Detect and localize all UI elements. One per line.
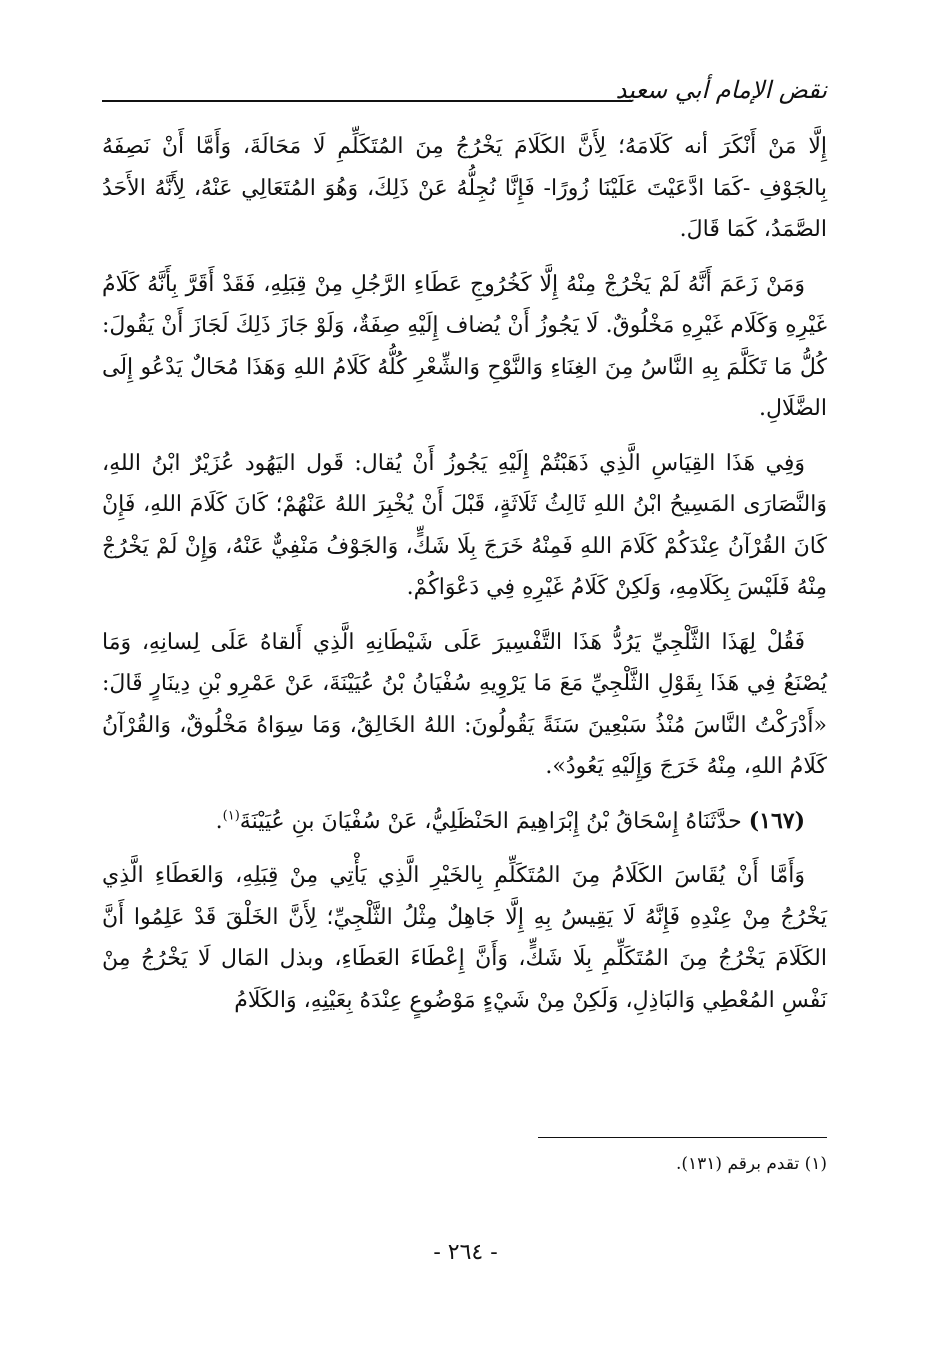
paragraph-3: وَفِي هَذَا القِيَاسِ الَّذِي ذَهَبْتُمْ إِلَيْهِ يَجُوزُ أَنْ يُقال: قَول اليَهُود عُزَيْرٌ ابْنُ اللهِ، وَالنَّصَارَى المَسِيحُ ابْنُ اللهِ ثَالِثُ ثَلَاثَةٍ، قَبْلَ أَنْ يُخْبِرَ اللهُ عَنْهُمْ؛ كَانَ كَلَامَ اللهِ، فَإِنْ كَانَ القُرْآنُ عِنْدَكُمْ كَلَامَ اللهِ فَمِنْهُ خَرَجَ بِلَا شَكٍّ، وَالجَوْفُ مَنْفِيٌّ عَنْهُ، وَإِنْ لَمْ يَخْرُجْ مِنْهُ فَلَيْسَ بِكَلَامِهِ، وَلَكِنْ كَلَامُ غَيْرِهِ فِي دَعْوَاكُمْ. (102, 450, 827, 600)
footnote-reference: (١) (222, 808, 240, 824)
running-header (102, 70, 827, 110)
footnote-rule (538, 1137, 827, 1138)
paragraph-2: وَمَنْ زَعَمَ أَنَّهُ لَمْ يَخْرُجْ مِنْهُ إِلَّا كَخُرُوجِ عَطَاءِ الرَّجُلِ مِنْ قِبَلِهِ، فَقَدْ أَقَرَّ بِأَنَّهُ كَلَامُ غَيْرِهِ وَكَلَام غَيْرِهِ مَخْلُوقٌ. لَا يَجُوزُ أَنْ يُضاف إِلَيْهِ صِفَةٌ، وَلَوْ جَازَ ذَلِكَ لَجَازَ أَنْ يَقُولَ: كُلُّ مَا تَكَلَّمَ بِهِ النَّاسُ مِنَ الغِنَاءِ وَالنَّوْحِ وَالشِّعْرِ كُلُّهُ كَلَامُ اللهِ وَهَذَا مُحَالٌ يَدْعُو إِلَى الضَّلَالِ. (102, 271, 827, 421)
footnote: (١) تقدم برقم (١٣١). (675, 1154, 827, 1174)
page-number: - ٢٦٤ - (433, 1240, 498, 1265)
header-rule (102, 100, 632, 102)
hadith-end: . (215, 808, 223, 834)
paragraph-1: إِلَّا مَنْ أَنْكَرَ أنه كَلَامَهُ؛ لِأَنَّ الكَلَامَ يَخْرُجُ مِنَ المُتَكَلِّمِ لَا مَحَالَةَ، وَأَمَّا أَنْ نَصِفَهُ بِالجَوْفِ -كَمَا ادَّعَيْتَ عَلَيْنَا زُورًا- فَإِنَّا نُجِلُّهُ عَنْ ذَلِكَ، وَهُوَ المُتَعَالِي عَنْهُ، لِأَنَّهُ الأَحَدُ الصَّمَدُ، كَمَا قَالَ. (102, 134, 827, 242)
paragraph-4: فَقُلْ لِهَذَا الثَّلْجِيِّ يَرُدُّ هَذَا التَّفْسِيرَ عَلَى شَيْطَانِهِ الَّذِي أَلقاهُ عَلَى لِسانِهِ، وَمَا يُصْنَعُ فِي هَذَا بِقَوْلِ الثَّلْجِيِّ مَعَ مَا يَرْوِيهِ سُفْيَانُ بْنُ عُيَيْنَةَ، عَنْ عَمْرِو بْنِ دِينَارٍ قَالَ: «أَدْرَكْتُ النَّاسَ مُنْذُ سَبْعِينَ سَنَةً يَقُولُونَ: اللهُ الخَالِقُ، وَمَا سِوَاهُ مَخْلُوقٌ، وَالقُرْآنُ كَلَامُ اللهِ، مِنْهُ خَرَجَ وَإِلَيْهِ يَعُودُ». (102, 629, 827, 779)
main-text (102, 126, 827, 1034)
hadith-number: (١٦٧) (748, 807, 805, 834)
hadith-text: حدَّثَنَاهُ إِسْحَاقُ بْنُ إِبْرَاهِيمَ الحَنْظَلِيُّ، عَنْ سُفْيَانَ بنِ عُيَيْنَةَ (239, 808, 742, 834)
paragraph-5: وَأَمَّا أَنْ يُقَاسَ الكَلَامُ مِنَ المُتَكَلِّمِ بِالخَيْرِ الَّذِي يَأْتِي مِنْ قِبَلِهِ، وَالعَطَاءِ الَّذِي يَخْرُجُ مِنْ عِنْدِهِ فَإِنَّهُ لَا يَقِيسُ بِهِ إِلَّا جَاهِلٌ مِثْلُ الثَّلْجِيِّ؛ لِأَنَّ الخَلْقَ قَدْ عَلِمُوا أَنَّ الكَلَامَ يَخْرُجُ مِنَ المُتَكَلِّمِ بِلَا شَكٍّ، وَأَنَّ إِعْطَاءَ العَطَاءِ، وبذل المَال لَا يَخْرُجُ مِنْ نَفْسِ المُعْطِي وَالبَاذِلِ، وَلَكِنْ مِنْ شَيْءٍ مَوْضُوعٍ عِنْدَهُ بِعَيْنِهِ، وَالكَلَامُ (102, 863, 827, 1013)
hadith-entry (102, 801, 827, 843)
running-title: نقض الإمام أبي سعيد (615, 76, 827, 104)
